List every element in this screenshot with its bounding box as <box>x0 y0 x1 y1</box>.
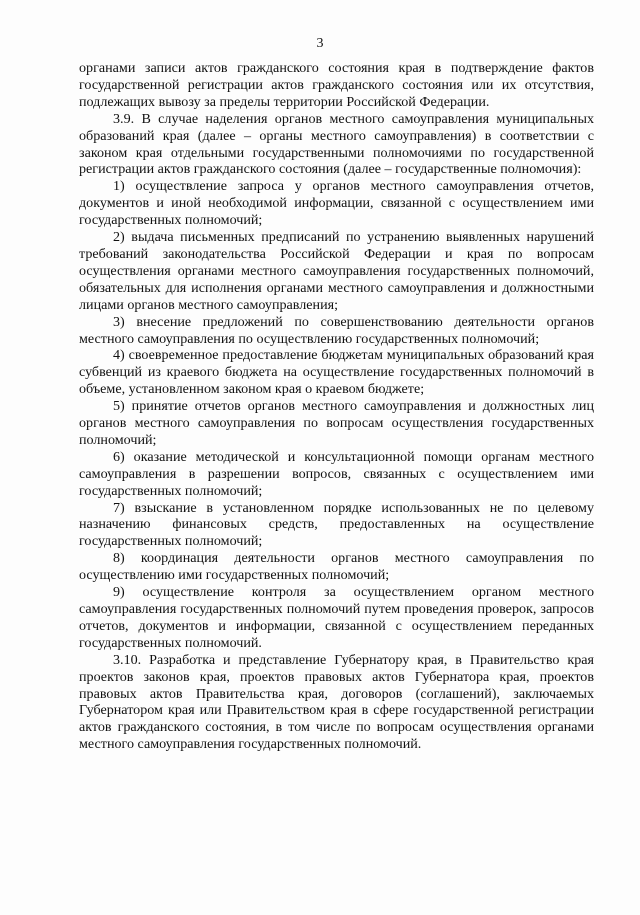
list-item-3: 3) внесение предложений по совершенствованию деятельности органов местного самоуправления по осуществлению государственных полномочий; <box>79 313 594 347</box>
list-item-4: 4) своевременное предоставление бюджетам муниципальных образований края субвенций из краевого бюджета на осуществление государственных полномочий в объеме, установленном законом края о краевом бюджете; <box>79 347 594 398</box>
list-item-1: 1) осуществление запроса у органов местного самоуправления отчетов, документов и иной необходимой информации, связанной с осуществлением ими государственных полномочий; <box>79 178 594 229</box>
paragraph-clause-3-9: 3.9. В случае наделения органов местного самоуправления муниципальных образований края (далее – органы местного самоуправления) в соответствии с законом края отдельными государственными полномочиями по государственной регистрации актов гражданского состояния (далее – государственные полномочия): <box>79 110 594 178</box>
list-item-5: 5) принятие отчетов органов местного самоуправления и должностных лиц органов местного самоуправления по вопросам осуществления государственных полномочий; <box>79 398 594 448</box>
document-body <box>79 60 594 753</box>
list-item-9: 9) осуществление контроля за осуществлением органом местного самоуправления государственных полномочий путем проведения проверок, запросов отчетов, документов и информации, связанной с осуществлением переданных государственных полномочий. <box>79 584 594 651</box>
list-item-7: 7) взыскание в установленном порядке использованных не по целевому назначению финансовых средств, предоставленных на осуществление государственных полномочий; <box>79 499 594 550</box>
paragraph-clause-3-10: 3.10. Разработка и представление Губернатору края, в Правительство края проектов законов края, проектов правовых актов Губернатора края, проектов правовых актов Правительства края, договоров (соглашений), заключаемых Губернатором края или Правительством края в сфере государственной регистрации актов гражданского состояния, в том числе по вопросам осуществления органами местного самоуправления государственных полномочий. <box>79 651 594 753</box>
page-number: 3 <box>316 36 324 51</box>
list-item-8: 8) координация деятельности органов местного самоуправления по осуществлению ими государственных полномочий; <box>79 550 594 584</box>
list-item-2: 2) выдача письменных предписаний по устранению выявленных нарушений требований законодательства Российской Федерации и края по вопросам осуществления органами местного самоуправления государственных полномочий, обязательных для исполнения органами местного самоуправления и должностными лицами органов местного самоуправления; <box>79 229 594 313</box>
paragraph-continuation: органами записи актов гражданского состояния края в подтверждение фактов государственной регистрации актов гражданского состояния или их отсутствия, подлежащих вывозу за пределы территории Российской Федерации. <box>79 60 594 110</box>
list-item-6: 6) оказание методической и консультационной помощи органам местного самоуправления в разрешении вопросов, связанных с осуществлением ими государственных полномочий; <box>79 448 594 499</box>
